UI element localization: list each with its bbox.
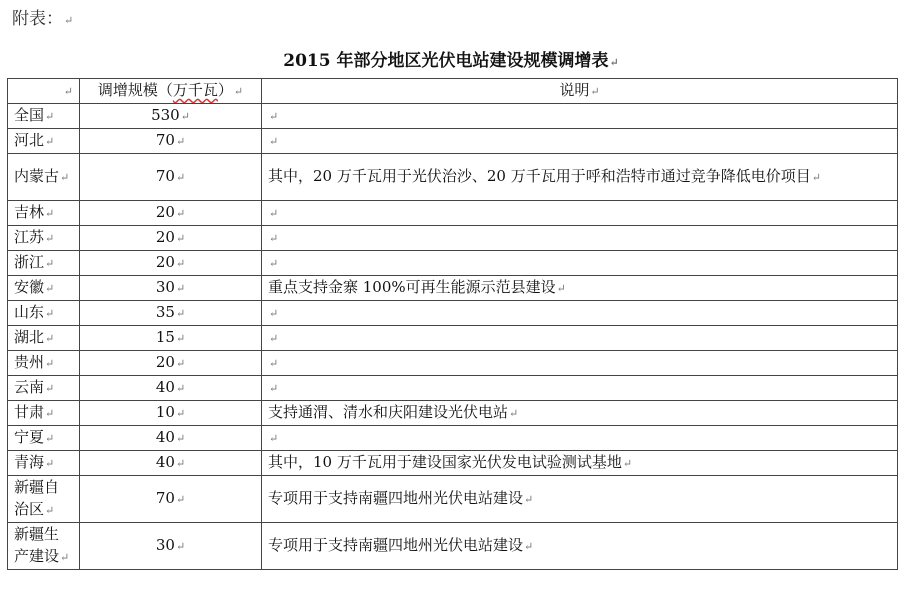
header-region <box>8 79 80 104</box>
table-row <box>8 104 898 129</box>
scale-cell: 20↵ <box>80 226 262 251</box>
solar-capacity-table <box>7 78 898 570</box>
paragraph-mark-icon: ↵ <box>45 504 55 517</box>
scale-cell: 10↵ <box>80 401 262 426</box>
region-cell: 新疆生产建设↵ <box>8 523 80 570</box>
appendix-text: 附表： <box>12 9 63 29</box>
paragraph-mark-icon: ↵ <box>45 135 55 148</box>
paragraph-mark-icon: ↵ <box>60 171 70 184</box>
scale-cell: 20↵ <box>80 201 262 226</box>
paragraph-mark-icon: ↵ <box>64 14 74 27</box>
note-cell <box>262 426 898 451</box>
paragraph-mark-icon: ↵ <box>811 171 821 184</box>
paragraph-mark-icon: ↵ <box>45 407 55 420</box>
paragraph-mark-icon: ↵ <box>45 110 55 123</box>
paragraph-mark-icon: ↵ <box>175 493 186 506</box>
paragraph-mark-icon: ↵ <box>45 332 55 345</box>
paragraph-mark-icon: ↵ <box>269 357 279 370</box>
region-cell: 云南↵ <box>8 376 80 401</box>
scale-cell: 35↵ <box>80 301 262 326</box>
note-cell <box>262 129 898 154</box>
table-row <box>8 351 898 376</box>
paragraph-mark-icon: ↵ <box>45 232 55 245</box>
note-cell: 其中，10 万千瓦用于建设国家光伏发电试验测试基地↵ <box>262 451 898 476</box>
table-row <box>8 523 898 570</box>
table-title <box>0 46 902 71</box>
header-scale: 调增规模（万千瓦）↵ <box>80 79 262 104</box>
note-cell: 专项用于支持南疆四地州光伏电站建设↵ <box>262 523 898 570</box>
table-row <box>8 129 898 154</box>
table-row <box>8 201 898 226</box>
paragraph-mark-icon: ↵ <box>524 493 534 506</box>
note-cell <box>262 376 898 401</box>
scale-cell: 20↵ <box>80 351 262 376</box>
table-row <box>8 326 898 351</box>
paragraph-mark-icon: ↵ <box>175 282 186 295</box>
scale-cell: 40↵ <box>80 451 262 476</box>
note-cell <box>262 251 898 276</box>
region-cell: 内蒙古↵ <box>8 154 80 201</box>
region-cell: 新疆自治区↵ <box>8 476 80 523</box>
paragraph-mark-icon: ↵ <box>269 135 279 148</box>
region-cell: 青海↵ <box>8 451 80 476</box>
paragraph-mark-icon: ↵ <box>63 85 73 98</box>
region-cell: 全国↵ <box>8 104 80 129</box>
note-cell <box>262 326 898 351</box>
paragraph-mark-icon: ↵ <box>269 382 279 395</box>
region-cell: 浙江↵ <box>8 251 80 276</box>
paragraph-mark-icon: ↵ <box>269 207 279 220</box>
paragraph-mark-icon: ↵ <box>175 257 186 270</box>
scale-cell: 70↵ <box>80 476 262 523</box>
note-cell: 其中，20 万千瓦用于光伏治沙、20 万千瓦用于呼和浩特市通过竞争降低电价项目↵ <box>262 154 898 201</box>
scale-cell: 15↵ <box>80 326 262 351</box>
note-cell: 支持通渭、清水和庆阳建设光伏电站↵ <box>262 401 898 426</box>
paragraph-mark-icon: ↵ <box>175 135 186 148</box>
paragraph-mark-icon: ↵ <box>175 171 186 184</box>
note-cell: 专项用于支持南疆四地州光伏电站建设↵ <box>262 476 898 523</box>
paragraph-mark-icon: ↵ <box>175 382 186 395</box>
scale-cell: 20↵ <box>80 251 262 276</box>
paragraph-mark-icon: ↵ <box>269 110 279 123</box>
note-cell <box>262 351 898 376</box>
paragraph-mark-icon: ↵ <box>175 307 186 320</box>
paragraph-mark-icon: ↵ <box>590 85 600 98</box>
paragraph-mark-icon: ↵ <box>45 382 55 395</box>
region-cell: 安徽↵ <box>8 276 80 301</box>
table-row <box>8 154 898 201</box>
paragraph-mark-icon: ↵ <box>269 232 279 245</box>
scale-cell: 530↵ <box>80 104 262 129</box>
header-note: 说明↵ <box>262 79 898 104</box>
scale-cell: 40↵ <box>80 426 262 451</box>
paragraph-mark-icon: ↵ <box>45 432 55 445</box>
note-cell <box>262 104 898 129</box>
region-cell: 宁夏↵ <box>8 426 80 451</box>
region-cell: 山东↵ <box>8 301 80 326</box>
region-cell: 河北↵ <box>8 129 80 154</box>
paragraph-mark-icon: ↵ <box>609 56 619 69</box>
paragraph-mark-icon: ↵ <box>269 257 279 270</box>
table-row <box>8 301 898 326</box>
paragraph-mark-icon: ↵ <box>60 551 70 564</box>
paragraph-mark-icon: ↵ <box>269 432 279 445</box>
table-title-text: 2015 年部分地区光伏电站建设规模调增表 <box>283 51 609 71</box>
note-cell <box>262 301 898 326</box>
table-row <box>8 426 898 451</box>
paragraph-mark-icon: ↵ <box>45 357 55 370</box>
paragraph-mark-icon: ↵ <box>175 432 186 445</box>
paragraph-mark-icon: ↵ <box>622 457 633 470</box>
paragraph-mark-icon: ↵ <box>175 407 186 420</box>
scale-cell: 30↵ <box>80 276 262 301</box>
table-row <box>8 376 898 401</box>
paragraph-mark-icon: ↵ <box>45 282 55 295</box>
table-row <box>8 276 898 301</box>
table-row <box>8 476 898 523</box>
paragraph-mark-icon: ↵ <box>45 257 55 270</box>
table-row <box>8 451 898 476</box>
paragraph-mark-icon: ↵ <box>45 307 55 320</box>
appendix-label <box>12 4 73 29</box>
paragraph-mark-icon: ↵ <box>509 407 519 420</box>
note-cell: 重点支持金寨 100%可再生能源示范县建设↵ <box>262 276 898 301</box>
region-cell: 贵州↵ <box>8 351 80 376</box>
paragraph-mark-icon: ↵ <box>556 282 566 295</box>
paragraph-mark-icon: ↵ <box>180 110 190 123</box>
paragraph-mark-icon: ↵ <box>175 357 186 370</box>
paragraph-mark-icon: ↵ <box>175 232 186 245</box>
paragraph-mark-icon: ↵ <box>524 540 534 553</box>
region-cell: 吉林↵ <box>8 201 80 226</box>
region-cell: 甘肃↵ <box>8 401 80 426</box>
paragraph-mark-icon: ↵ <box>269 332 279 345</box>
paragraph-mark-icon: ↵ <box>269 307 279 320</box>
table-row <box>8 251 898 276</box>
paragraph-mark-icon: ↵ <box>175 540 186 553</box>
header-unit: 万千瓦 <box>172 81 218 99</box>
scale-cell: 70↵ <box>80 154 262 201</box>
region-cell: 江苏↵ <box>8 226 80 251</box>
table-body <box>8 104 898 570</box>
table-row <box>8 401 898 426</box>
note-cell <box>262 226 898 251</box>
table-header-row <box>8 79 898 104</box>
paragraph-mark-icon: ↵ <box>175 457 186 470</box>
paragraph-mark-icon: ↵ <box>175 332 186 345</box>
note-cell <box>262 201 898 226</box>
table-row <box>8 226 898 251</box>
scale-cell: 30↵ <box>80 523 262 570</box>
paragraph-mark-icon: ↵ <box>175 207 186 220</box>
scale-cell: 70↵ <box>80 129 262 154</box>
paragraph-mark-icon: ↵ <box>233 85 244 98</box>
paragraph-mark-icon: ↵ <box>45 207 55 220</box>
region-cell: 湖北↵ <box>8 326 80 351</box>
paragraph-mark-icon: ↵ <box>45 457 55 470</box>
scale-cell: 40↵ <box>80 376 262 401</box>
